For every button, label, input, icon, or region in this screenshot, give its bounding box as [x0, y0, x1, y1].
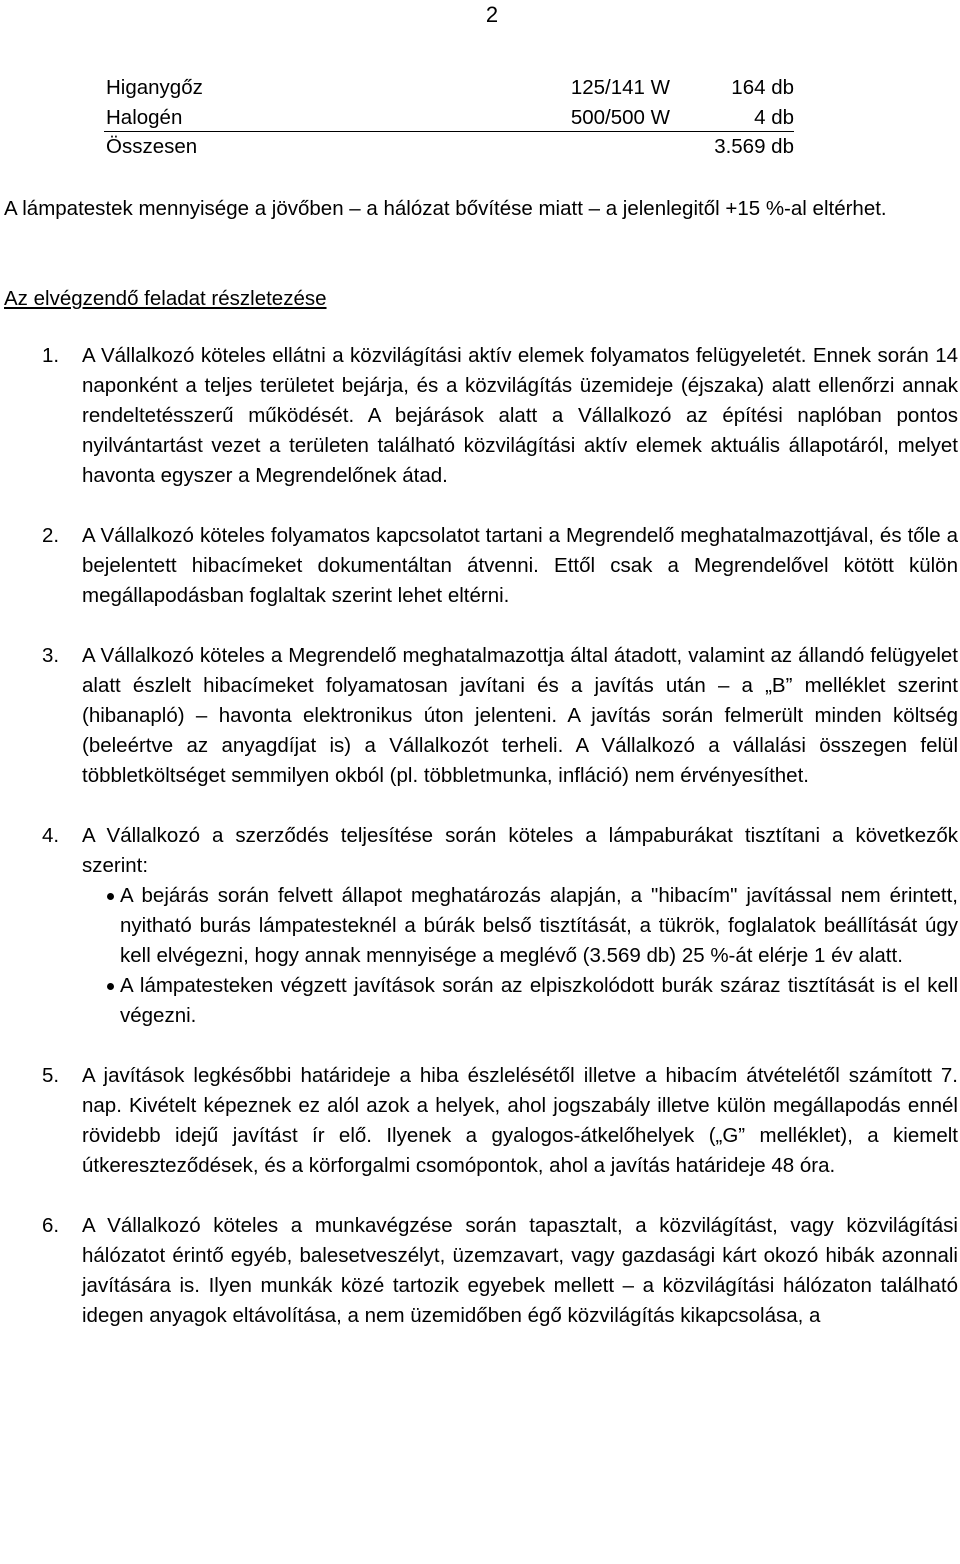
list-item: [0, 1061, 960, 1181]
item-text: A Vállalkozó köteles a munkavégzése során tapasztalt, a közvilágítást, vagy közvilágítási hálózatot érintő egyéb, balesetveszélyt, üzemzavart, vagy gazdasági kárt okozó hibák azonnali javítására is. Ilyen munkák közé tartozik egyebek mellett – a közvilágítási hálózaton található idegen anyagok eltávolítása, a nem üzemidőben égő közvilágítás kikapcsolása, a: [82, 1214, 958, 1327]
list-item: [0, 521, 960, 611]
bullet-item: [0, 881, 960, 971]
lamp-type: Összesen: [106, 135, 198, 158]
item-text: A Vállalkozó a szerződés teljesítése során köteles a lámpaburákat tisztítani a következők szerint:: [82, 824, 958, 877]
list-item: [0, 1211, 960, 1331]
item-text: A javítások legkésőbbi határideje a hiba észlelésétől illetve a hibacím átvételétől számított 7. nap. Kivételt képeznek ez alól azok a helyek, ahol jogszabály illetve külön megállapodás ennél rövidebb idejű javítást ír elő. Ilyenek a gyalogos-átkelőhelyek („G” melléklet), a kiemelt útkereszteződések, és a körforgalmi csomópontok, ahol a javítás határideje 48 óra.: [82, 1064, 958, 1177]
bullet-list: [0, 881, 960, 1031]
bullet-item: [0, 971, 960, 1031]
lamp-count-table: [104, 73, 794, 162]
lamp-count: 4 db: [754, 106, 794, 129]
item-text: A Vállalkozó köteles folyamatos kapcsolatot tartani a Megrendelő meghatalmazottjával, és tőle a bejelentett hibacímeket dokumentáltan átvenni. Ettől csak a Megrendelővel kötött külön megállapodásban foglaltak szerint lehet eltérni.: [82, 524, 958, 607]
task-list: [0, 341, 960, 1361]
intro-paragraph: A lámpatestek mennyisége a jövőben – a hálózat bővítése miatt – a jelenlegitől +15 %-al eltérhet.: [4, 197, 887, 220]
section-heading: Az elvégzendő feladat részletezése: [4, 287, 327, 310]
bullet-icon: [107, 983, 114, 990]
item-number: 6.: [42, 1214, 60, 1237]
table-row: [104, 73, 794, 103]
list-item: [0, 341, 960, 491]
item-number: 5.: [42, 1064, 60, 1087]
table-total-row: [104, 132, 794, 162]
lamp-count: 3.569 db: [714, 135, 794, 158]
bullet-text: A lámpatesteken végzett javítások során az elpiszkolódott burák száraz tisztítását is el kell végezni.: [120, 974, 958, 1027]
table-row: [104, 103, 794, 132]
lamp-power: 125/141 W: [570, 76, 670, 99]
bullet-text: A bejárás során felvett állapot meghatározás alapján, a "hibacím" javítással nem érintett, nyitható burás lámpatesteknél a búrák belső tisztítását, a tükrök, foglalatok beállítását úgy kell elvégezni, hogy annak mennyisége a meglévő (3.569 db) 25 %-át elérje 1 év alatt.: [120, 884, 958, 967]
item-text: A Vállalkozó köteles a Megrendelő meghatalmazottja által átadott, valamint az állandó felügyelet alatt észlelt hibacímeket folyamatosan javítani és a javítás után – a „B” melléklet szerint (hibanapló) – havonta elektronikus úton jelenteni. A javítás során felmerült minden költség (beleértve az anyagdíjat is) a Vállalkozót terheli. A Vállalkozó a vállalási összegen felül többletköltséget semmilyen okból (pl. többletmunka, infláció) nem érvényesíthet.: [82, 644, 958, 787]
lamp-count: 164 db: [731, 76, 794, 99]
bullet-icon: [107, 893, 114, 900]
lamp-type: Higanygőz: [106, 76, 203, 99]
item-number: 3.: [42, 644, 60, 667]
item-number: 1.: [42, 344, 60, 367]
item-number: 4.: [42, 824, 60, 847]
list-item: [0, 641, 960, 791]
lamp-power: 500/500 W: [570, 106, 670, 129]
list-item: [0, 821, 960, 1031]
lamp-type: Halogén: [106, 106, 183, 129]
item-number: 2.: [42, 524, 60, 547]
item-text: A Vállalkozó köteles ellátni a közvilágítási aktív elemek folyamatos felügyeletét. Ennek során 14 naponként a teljes területet bejárja, és a közvilágítás üzemideje (éjszaka) alatt ellenőrzi annak rendeltetésszerű működését. A bejárások alatt a Vállalkozó az építési naplóban pontos nyilvántartást vezet a területen található közvilágítási aktív elemek aktuális állapotáról, melyet havonta egyszer a Megrendelőnek átad.: [82, 344, 958, 487]
page-number: 2: [485, 2, 499, 27]
